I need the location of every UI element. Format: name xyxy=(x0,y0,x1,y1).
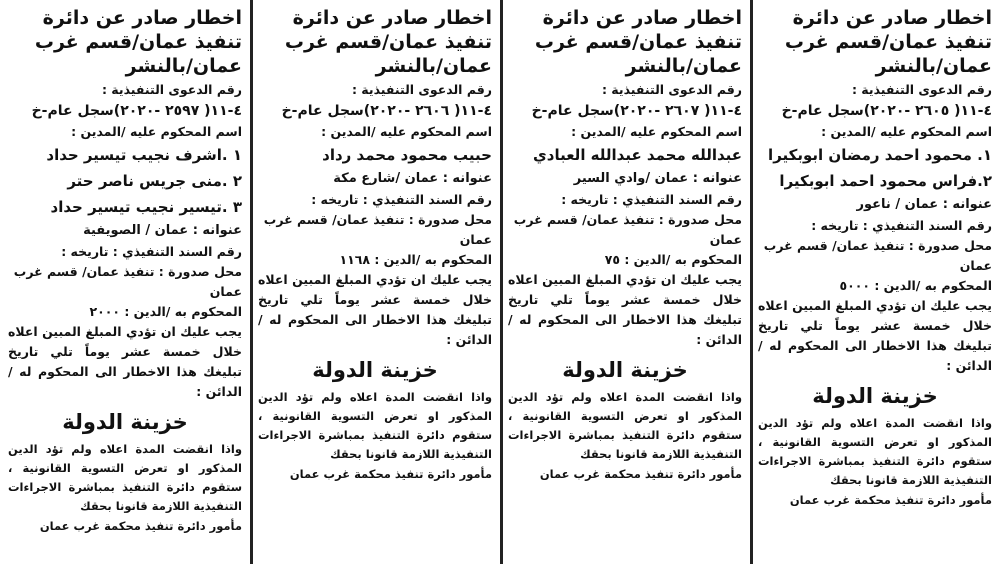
debtor-name: ٢ .منى جريس ناصر حتر xyxy=(67,172,242,190)
address-line: عنوانه : عمان / ناعور xyxy=(856,197,992,212)
notice-title: اخطار صادر عن دائرة تنفيذ عمان/قسم غرب عمان/بالنشر xyxy=(534,7,742,77)
creditor-name: خزينة الدولة xyxy=(312,358,438,382)
debtor-name: عبدالله محمد عبدالله العبادي xyxy=(533,146,742,164)
address-line: عنوانه : عمان /وادي السير xyxy=(573,171,742,186)
notice-column xyxy=(500,0,750,564)
notice-title: اخطار صادر عن دائرة تنفيذ عمان/قسم غرب عمان/بالنشر xyxy=(34,7,242,77)
amount-line: المحكوم به /الدين : ١١٦٨ xyxy=(339,252,492,267)
notice-body: يجب عليك ان تؤدي المبلغ المبين اعلاه خلال خمسة عشر يوماً تلي تاريخ تبليغك هذا الاخطار الى المحكوم له / الدائن : xyxy=(8,324,242,399)
notice-footer: واذا انقضت المدة اعلاه ولم تؤد الدين المذكور او تعرض التسوية القانونية ، ستقوم دائرة التنفيذ بمباشرة الاجراءات التنفيذية اللازمة قانونا بحقك xyxy=(8,442,242,513)
case-label: رقم الدعوى التنفيذية : xyxy=(351,82,492,97)
notice-body: يجب عليك ان تؤدي المبلغ المبين اعلاه خلال خمسة عشر يوماً تلي تاريخ تبليغك هذا الاخطار الى المحكوم له / الدائن : xyxy=(508,272,742,347)
address-line: عنوانه : عمان /شارع مكة xyxy=(333,171,492,186)
case-number: ٤-١١( ٢٦٠٧ -٢٠٢٠)سجل عام-خ xyxy=(531,103,742,119)
column-divider xyxy=(250,0,253,564)
column-divider xyxy=(500,0,503,564)
debtor-label: اسم المحكوم عليه /المدين : xyxy=(71,124,242,139)
case-number: ٤-١١( ٢٦٠٦ -٢٠٢٠)سجل عام-خ xyxy=(281,103,492,119)
issue-place-line: محل صدورة : تنفيذ عمان/ قسم غرب عمان xyxy=(763,238,992,273)
notice-column xyxy=(750,0,1000,564)
officer-signature: مأمور دائرة تنفيذ محكمة غرب عمان xyxy=(289,467,492,481)
officer-signature: مأمور دائرة تنفيذ محكمة غرب عمان xyxy=(39,519,242,533)
issue-place-line: محل صدورة : تنفيذ عمان/ قسم غرب عمان xyxy=(513,212,742,247)
case-number: ٤-١١( ٢٥٩٧ -٢٠٢٠)سجل عام-خ xyxy=(31,103,242,119)
case-label: رقم الدعوى التنفيذية : xyxy=(101,82,242,97)
issue-place-line: محل صدورة : تنفيذ عمان/ قسم غرب عمان xyxy=(13,264,242,299)
notice-column xyxy=(0,0,250,564)
notice-footer: واذا انقضت المدة اعلاه ولم تؤد الدين المذكور او تعرض التسوية القانونية ، ستقوم دائرة التنفيذ بمباشرة الاجراءات التنفيذية اللازمة قانونا بحقك xyxy=(758,416,992,487)
debtor-label: اسم المحكوم عليه /المدين : xyxy=(821,124,992,139)
notice-body: يجب عليك ان تؤدي المبلغ المبين اعلاه خلال خمسة عشر يوماً تلي تاريخ تبليغك هذا الاخطار الى المحكوم له / الدائن : xyxy=(758,298,992,373)
debtor-name: حبيب محمود محمد رداد xyxy=(322,146,492,164)
issue-place-line: محل صدورة : تنفيذ عمان/ قسم غرب عمان xyxy=(263,212,492,247)
bond-line: رقم السند التنفيذي : تاريخه : xyxy=(61,244,242,259)
case-label: رقم الدعوى التنفيذية : xyxy=(851,82,992,97)
debtor-label: اسم المحكوم عليه /المدين : xyxy=(571,124,742,139)
bond-line: رقم السند التنفيذي : تاريخه : xyxy=(811,218,992,233)
amount-line: المحكوم به /الدين : ٥٠٠٠ xyxy=(839,278,992,293)
notice-column xyxy=(250,0,500,564)
creditor-name: خزينة الدولة xyxy=(562,358,688,382)
amount-line: المحكوم به /الدين : ٧٥ xyxy=(604,252,742,267)
debtor-name: ٣ .تيسير نجيب تيسير حداد xyxy=(50,198,242,216)
debtor-name: ١. محمود احمد رمضان ابوبكيرا xyxy=(768,146,992,164)
notice-footer: واذا انقضت المدة اعلاه ولم تؤد الدين المذكور او تعرض التسوية القانونية ، ستقوم دائرة التنفيذ بمباشرة الاجراءات التنفيذية اللازمة قانونا بحقك xyxy=(258,390,492,461)
debtor-name: ٢.فراس محمود احمد ابوبكيرا xyxy=(779,172,992,190)
notice-title: اخطار صادر عن دائرة تنفيذ عمان/قسم غرب عمان/بالنشر xyxy=(784,7,992,77)
notice-footer: واذا انقضت المدة اعلاه ولم تؤد الدين المذكور او تعرض التسوية القانونية ، ستقوم دائرة التنفيذ بمباشرة الاجراءات التنفيذية اللازمة قانونا بحقك xyxy=(508,390,742,461)
address-line: عنوانه : عمان / الصويفية xyxy=(83,223,242,238)
creditor-name: خزينة الدولة xyxy=(62,410,188,434)
officer-signature: مأمور دائرة تنفيذ محكمة غرب عمان xyxy=(789,493,992,507)
notice-title: اخطار صادر عن دائرة تنفيذ عمان/قسم غرب عمان/بالنشر xyxy=(284,7,492,77)
notice-body: يجب عليك ان تؤدي المبلغ المبين اعلاه خلال خمسة عشر يوماً تلي تاريخ تبليغك هذا الاخطار الى المحكوم له / الدائن : xyxy=(258,272,492,347)
case-label: رقم الدعوى التنفيذية : xyxy=(601,82,742,97)
bond-line: رقم السند التنفيذي : تاريخه : xyxy=(561,192,742,207)
debtor-name: ١ .اشرف نجيب تيسير حداد xyxy=(46,146,242,164)
case-number: ٤-١١( ٢٦٠٥ -٢٠٢٠)سجل عام-خ xyxy=(781,103,992,119)
creditor-name: خزينة الدولة xyxy=(812,384,938,408)
officer-signature: مأمور دائرة تنفيذ محكمة غرب عمان xyxy=(539,467,742,481)
column-divider xyxy=(750,0,753,564)
debtor-label: اسم المحكوم عليه /المدين : xyxy=(321,124,492,139)
bond-line: رقم السند التنفيذي : تاريخه : xyxy=(311,192,492,207)
amount-line: المحكوم به /الدين : ٢٠٠٠ xyxy=(89,304,242,319)
